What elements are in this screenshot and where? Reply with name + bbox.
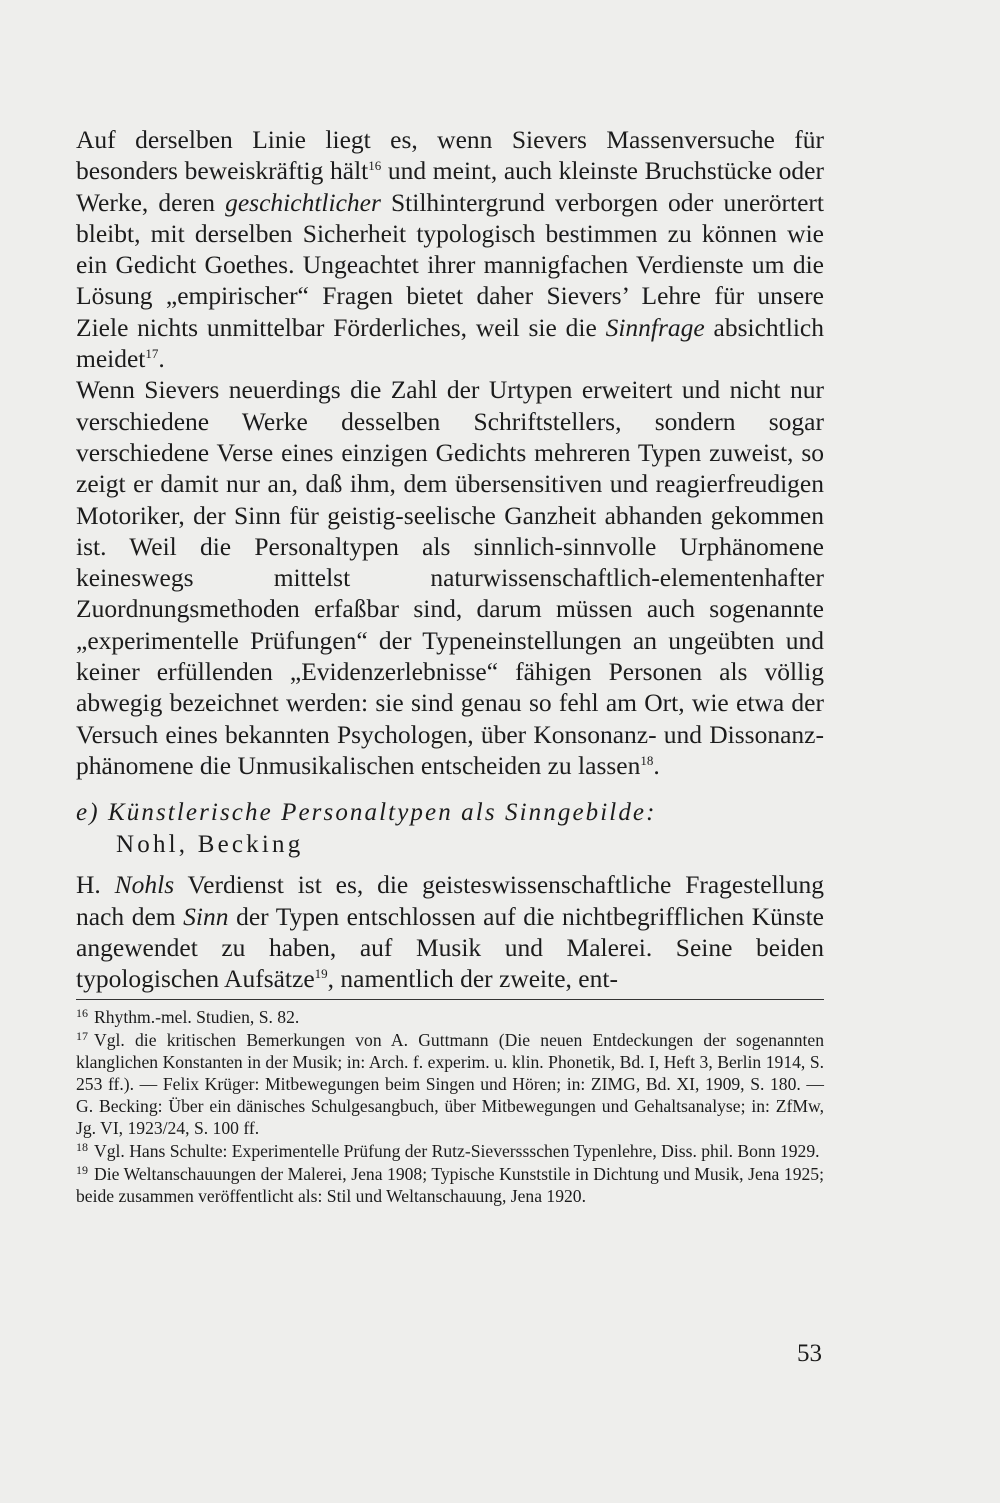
emphasis-text: Sinn [183, 901, 229, 931]
footnotes [76, 1006, 824, 1207]
paragraph-sievers-urtypes [76, 374, 824, 781]
footnote-reference: 18 [640, 752, 654, 768]
footnote-18 [76, 1140, 824, 1162]
footnote-17 [76, 1029, 824, 1139]
footnote-reference: 19 [314, 966, 328, 982]
footnote-number: 18 [76, 1140, 88, 1155]
text-run: und meint, auch kleinste Bruchstücke oder Werke, deren [76, 156, 824, 217]
text-run: Stilhintergrund verborgen oder unerörtert bleibt, mit derselben Sicherheit typologisch bestimmen zu können wie ein Gedicht Goethes. Ungeachtet ihrer mannigfachen Verdienste um die Lösung „empirischer“ Fragen bietet daher Sievers’ Lehre für unsere Ziele nichts unmittelbar Förderliches, weil sie die [76, 187, 824, 342]
footnote-divider [76, 999, 824, 1000]
footnote-text: Die Weltanschauungen der Malerei, Jena 1908; Typische Kunststile in Dichtung und Musik, Jena 1925; beide zusammen veröffentlicht als: Stil und Weltanschauung, Jena 1920. [76, 1164, 824, 1207]
footnote-reference: 16 [368, 158, 382, 174]
paragraph-sievers-mass-experiments [76, 124, 824, 374]
text-run: absichtlich meidet [76, 312, 824, 374]
page-number: 53 [797, 1340, 822, 1367]
footnote-reference: 17 [145, 346, 159, 362]
text-run: . [158, 344, 165, 374]
text-run: , namentlich der zweite, ent- [327, 964, 618, 994]
footnote-number: 16 [76, 1006, 88, 1021]
footnote-text: Vgl. die kritischen Bemerkungen von A. Guttmann (Die neuen Entdeckungen der sogenannten klanglichen Konstanten in der Musik; in: Arch. f. experim. u. klin. Phonetik, Bd. I, Heft 3, Berlin 1914, S. 253 ff.). — Felix Krüger: Mitbewegungen beim Singen und Hören; in: ZIMG, Bd. XI, 1909, S. 180. — G. Becking: Über ein dänisches Schulgesangbuch, über Mitbewegungen und Gehaltsanalyse; in: ZfMw, Jg. VI, 1923/24, S. 100 ff. [76, 1030, 824, 1139]
paragraph-nohl [76, 869, 824, 994]
text-run: der Typen entschlossen auf die nichtbegrifflichen Künste angewendet zu haben, auf Musik und Malerei. Seine beiden typologischen Aufsätze [76, 901, 824, 994]
text-run: Verdienst ist es, die geisteswissenschaftliche Fragestellung nach dem [76, 870, 824, 931]
section-heading-subtitle: Nohl, Becking [116, 831, 304, 859]
footnote-16 [76, 1006, 824, 1028]
text-run: H. [76, 870, 115, 900]
emphasis-text: geschichtlicher [225, 187, 381, 217]
text-block [76, 124, 824, 1208]
footnote-19 [76, 1163, 824, 1207]
text-run: Wenn Sievers neuerdings die Zahl der Urtypen erweitert und nicht nur verschiedene Werke desselben Schriftstellers, sondern sogar verschiedene Verse eines einzigen Gedichts mehreren Typen zuweist, so zeigt er damit nur an, daß ihm, dem übersensitiven und reagierfreudigen Motoriker, der Sinn für geistig-seelische Ganzheit abhanden gekommen ist. Weil die Personaltypen als sinnlich-sinnvolle Urphänomene keineswegs mittelst naturwissenschaftlich-elementenhafter Zuordnungsmethoden erfaßbar sind, darum müssen auch sogenannte „experimentelle Prüfungen“ der Typeneinstellungen an ungeübten und keiner erfüllenden „Evidenzerlebnisse“ fähigen Personen als völlig abwegig bezeichnet werden: sie sind genau so fehl am Ort, wie etwa der Versuch eines bekannten Psychologen, über Konsonanz- und Dissonanzphänomene die Unmusikalischen entscheiden zu lassen [76, 375, 824, 780]
body-text [76, 124, 824, 994]
section-heading [76, 797, 824, 861]
footnote-number: 19 [76, 1163, 88, 1178]
text-run: . [653, 750, 660, 780]
text-run: Auf derselben Linie liegt es, wenn Sievers Massenversuche für besonders beweiskräftig hält [76, 125, 824, 186]
footnote-text: Vgl. Hans Schulte: Experimentelle Prüfung der Rutz-Sieverssschen Typenlehre, Diss. phil. Bonn 1929. [94, 1141, 820, 1162]
section-heading-title: e) Künstlerische Personaltypen als Sinngebilde: [76, 799, 657, 827]
emphasis-text: Nohls [114, 870, 175, 900]
footnote-number: 17 [76, 1029, 88, 1044]
emphasis-text: Sinnfrage [605, 312, 705, 342]
footnote-text: Rhythm.-mel. Studien, S. 82. [94, 1007, 300, 1028]
